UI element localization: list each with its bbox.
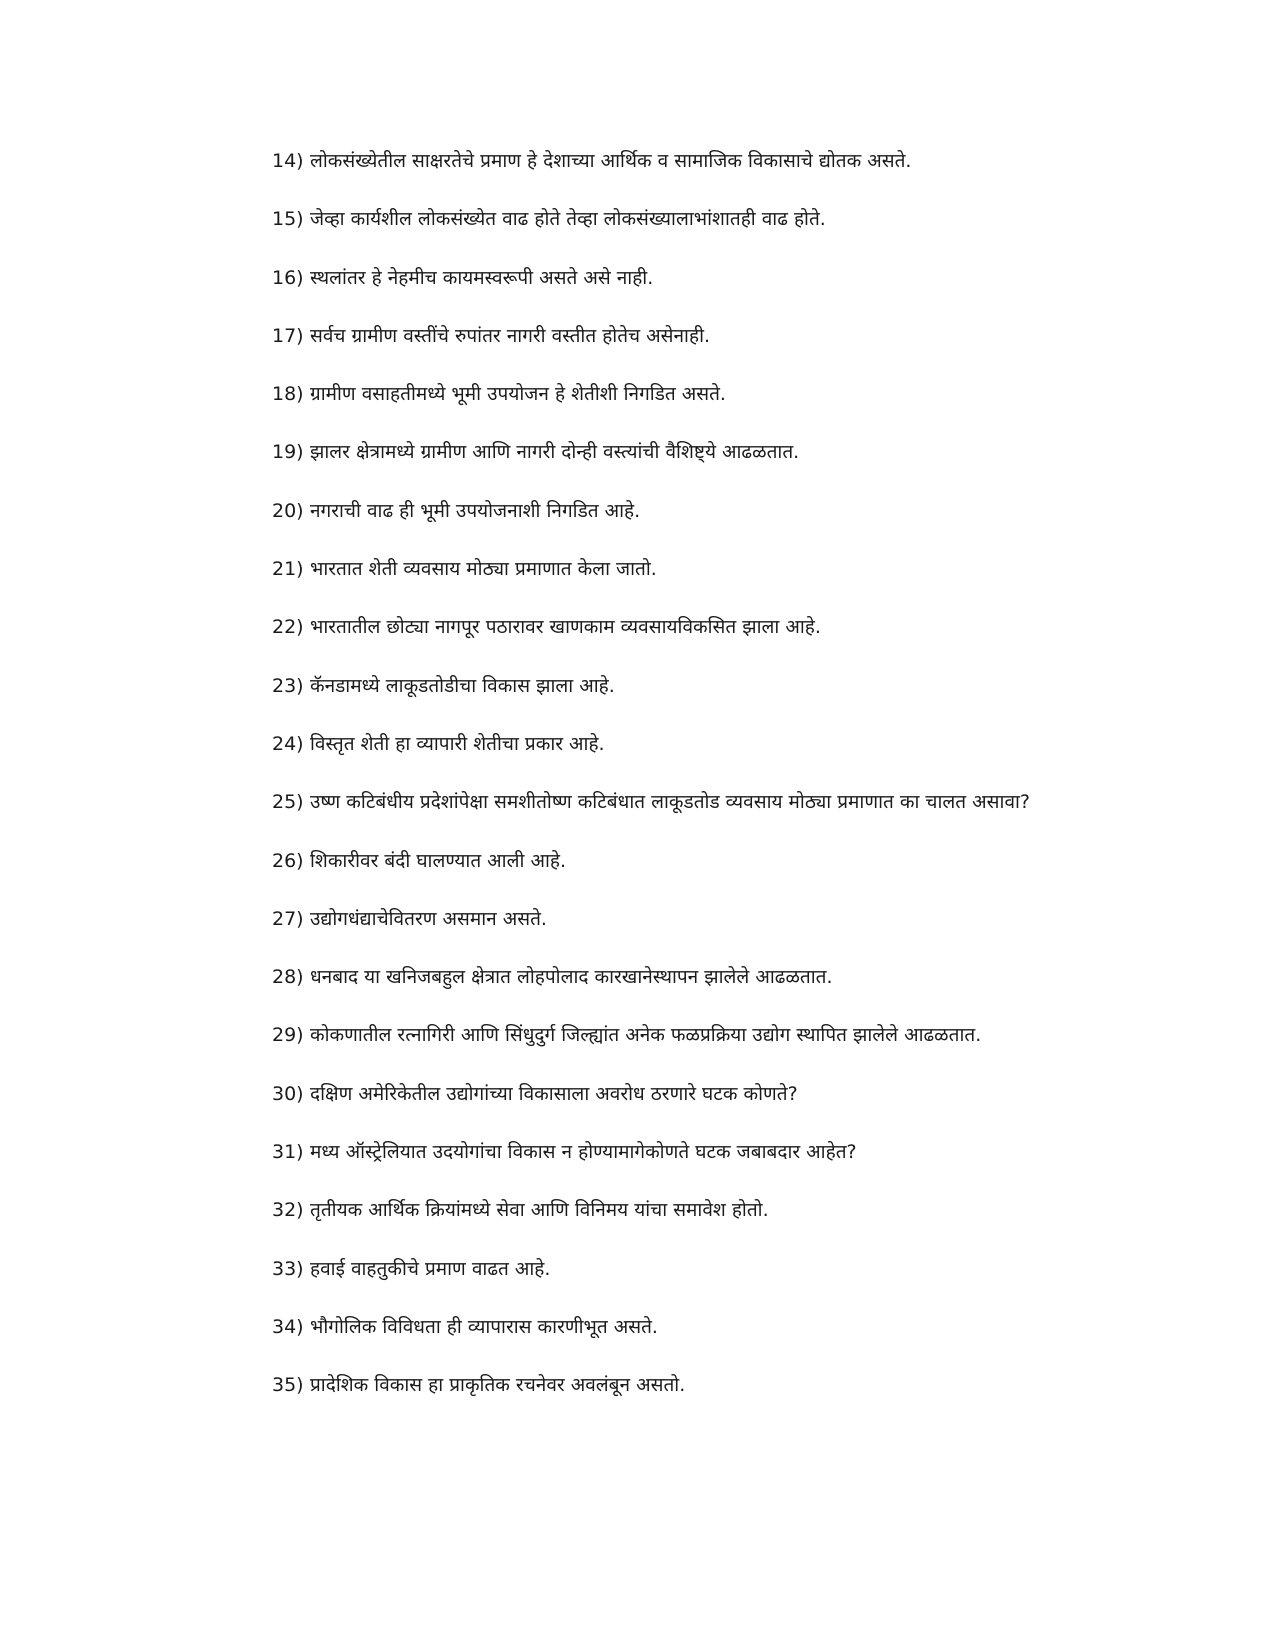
question-item-24 — [272, 715, 1112, 773]
question-text: तृतीयक आर्थिक क्रियांमध्ये सेवा आणि विनिमय यांचा समावेश होतो. — [310, 1199, 769, 1222]
question-number: 22) — [272, 616, 304, 639]
question-text: विस्तृत शेती हा व्यापारी शेतीचा प्रकार आहे. — [310, 732, 605, 755]
question-number: 31) — [272, 1141, 304, 1164]
question-list — [272, 132, 1112, 1415]
question-item-35 — [272, 1356, 1112, 1414]
question-text: स्थलांतर हे नेहमीच कायमस्वरूपी असते असे नाही. — [310, 266, 654, 289]
question-number: 24) — [272, 732, 304, 755]
question-text: नगराची वाढ ही भूमी उपयोजनाशी निगडित आहे. — [310, 499, 641, 522]
question-text: कॅनडामध्ये लाकूडतोडीचा विकास झाला आहे. — [310, 674, 615, 697]
question-text: प्रादेशिक विकास हा प्राकृतिक रचनेवर अवलंबून असतो. — [310, 1374, 686, 1397]
question-text: भारतात शेती व्यवसाय मोठ्या प्रमाणात केला जातो. — [310, 558, 657, 581]
question-text: उद्योगधंद्याचेवितरण असमान असते. — [310, 907, 547, 930]
question-item-17 — [272, 307, 1112, 365]
question-item-32 — [272, 1181, 1112, 1239]
question-text: सर्वच ग्रामीण वस्तींचे रुपांतर नागरी वस्तीत होतेच असेनाही. — [310, 324, 711, 347]
question-item-18 — [272, 365, 1112, 423]
question-number: 30) — [272, 1082, 304, 1105]
question-item-25 — [272, 773, 1112, 831]
question-item-34 — [272, 1298, 1112, 1356]
question-number: 18) — [272, 383, 304, 406]
question-text: जेव्हा कार्यशील लोकसंख्येत वाढ होते तेव्हा लोकसंख्यालाभांशातही वाढ होते. — [310, 208, 826, 231]
question-number: 27) — [272, 907, 304, 930]
question-text: हवाई वाहतुकीचे प्रमाण वाढत आहे. — [310, 1257, 551, 1280]
question-item-33 — [272, 1240, 1112, 1298]
question-item-19 — [272, 423, 1112, 481]
question-number: 15) — [272, 208, 304, 231]
question-item-31 — [272, 1123, 1112, 1181]
question-text: उष्ण कटिबंधीय प्रदेशांपेक्षा समशीतोष्ण कटिबंधात लाकूडतोड व्यवसाय मोठ्या प्रमाणात का चालत असावा? — [310, 791, 1031, 814]
question-number: 32) — [272, 1199, 304, 1222]
question-item-29 — [272, 1006, 1112, 1064]
question-number: 29) — [272, 1024, 304, 1047]
question-text: लोकसंख्येतील साक्षरतेचे प्रमाण हे देशाच्या आर्थिक व सामाजिक विकासाचे द्योतक असते. — [310, 150, 912, 172]
question-number: 23) — [272, 674, 304, 697]
question-number: 19) — [272, 441, 304, 464]
question-item-27 — [272, 890, 1112, 948]
question-number: 34) — [272, 1315, 304, 1338]
question-item-15 — [272, 190, 1112, 248]
question-number: 35) — [272, 1374, 304, 1397]
question-item-23 — [272, 657, 1112, 715]
question-text: भौगोलिक विविधता ही व्यापारास कारणीभूत असते. — [310, 1315, 658, 1338]
question-text: झालर क्षेत्रामध्ये ग्रामीण आणि नागरी दोन्ही वस्त्यांची वैशिष्ट्ये आढळतात. — [310, 441, 800, 464]
question-item-30 — [272, 1065, 1112, 1123]
question-item-22 — [272, 598, 1112, 656]
question-number: 14) — [272, 150, 304, 172]
question-text: धनबाद या खनिजबहुल क्षेत्रात लोहपोलाद कारखानेस्थापन झालेले आढळतात. — [310, 966, 833, 989]
question-item-26 — [272, 832, 1112, 890]
question-number: 17) — [272, 324, 304, 347]
question-number: 21) — [272, 558, 304, 581]
question-number: 28) — [272, 966, 304, 989]
question-text: कोकणातील रत्नागिरी आणि सिंधुदुर्ग जिल्ह्यांत अनेक फळप्रक्रिया उद्योग स्थापित झालेले आढळतात. — [310, 1024, 982, 1047]
question-number: 26) — [272, 849, 304, 872]
question-text: शिकारीवर बंदी घालण्यात आली आहे. — [310, 849, 566, 872]
question-number: 16) — [272, 266, 304, 289]
question-item-21 — [272, 540, 1112, 598]
question-item-14 — [272, 132, 1112, 190]
question-text: ग्रामीण वसाहतीमध्ये भूमी उपयोजन हे शेतीशी निगडित असते. — [310, 383, 726, 406]
question-item-16 — [272, 249, 1112, 307]
question-item-28 — [272, 948, 1112, 1006]
question-text: भारतातील छोट्या नागपूर पठारावर खाणकाम व्यवसायविकसित झाला आहे. — [310, 616, 821, 639]
question-number: 20) — [272, 499, 304, 522]
question-text: दक्षिण अमेरिकेतील उद्योगांच्या विकासाला अवरोध ठरणारे घटक कोणते? — [310, 1082, 798, 1105]
question-item-20 — [272, 482, 1112, 540]
question-number: 33) — [272, 1257, 304, 1280]
question-text: मध्य ऑस्ट्रेलियात उदयोगांचा विकास न होण्यामागेकोणते घटक जबाबदार आहेत? — [310, 1141, 857, 1164]
question-number: 25) — [272, 791, 304, 814]
